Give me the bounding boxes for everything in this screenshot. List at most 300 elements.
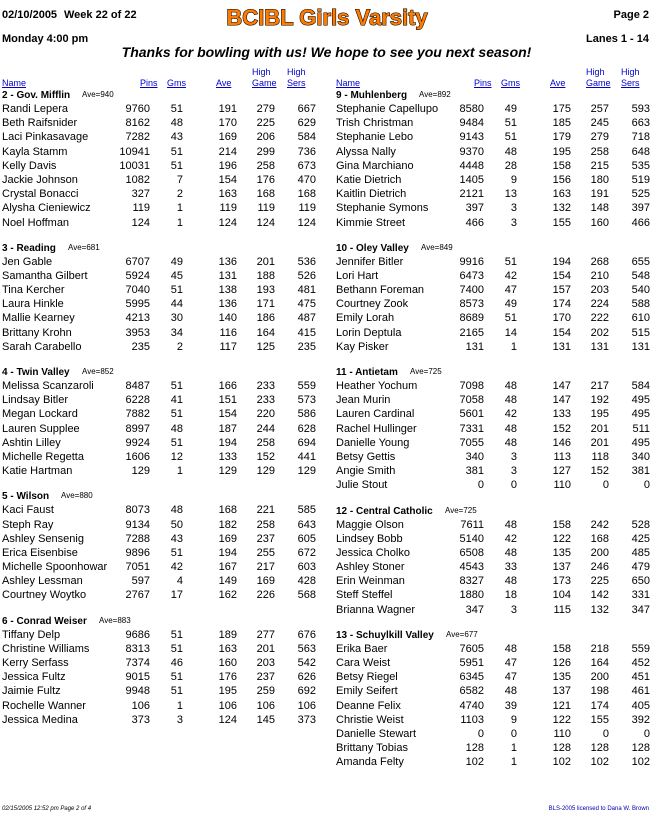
bowler-pins: 397 xyxy=(465,202,484,215)
bowler-games: 3 xyxy=(510,603,517,616)
bowler-row xyxy=(0,327,320,341)
bowler-row xyxy=(334,327,653,341)
bowler-name: Beth Raifsnider xyxy=(2,117,78,130)
team-name xyxy=(0,491,320,504)
bowler-average: 173 xyxy=(552,575,571,588)
bowler-games: 48 xyxy=(504,685,517,698)
bowler-high-game: 225 xyxy=(590,575,609,588)
bowler-average: 129 xyxy=(218,465,237,478)
bowler-name: Noel Hoffman xyxy=(2,216,70,229)
bowler-high-series: 629 xyxy=(297,117,316,130)
bowler-high-series: 495 xyxy=(631,408,650,421)
bowler-games: 1 xyxy=(510,340,517,353)
team-block xyxy=(0,90,320,231)
team-name xyxy=(334,630,653,643)
bowler-high-series: 605 xyxy=(297,532,316,545)
bowler-row xyxy=(334,685,653,699)
bowler-row xyxy=(0,117,320,131)
bowler-games: 30 xyxy=(170,312,183,325)
bowler-row xyxy=(334,174,653,188)
bowler-name: Erica Eisenbise xyxy=(2,546,78,559)
bowler-games: 0 xyxy=(510,727,517,740)
bowler-row xyxy=(334,643,653,657)
bowler-average: 131 xyxy=(218,269,237,282)
bowler-games: 51 xyxy=(170,436,183,449)
bowler-games: 51 xyxy=(170,159,183,172)
bowler-pins: 9015 xyxy=(125,671,150,684)
bowler-name: Kayla Stamm xyxy=(2,145,68,158)
bowler-high-game: 160 xyxy=(590,216,609,229)
bowler-name: Stephanie Lebo xyxy=(336,131,414,144)
bowler-name: Kaci Faust xyxy=(2,504,54,517)
bowler-pins: 381 xyxy=(465,465,484,478)
bowler-high-series: 584 xyxy=(631,380,650,392)
bowler-average: 138 xyxy=(218,284,237,297)
bowler-name: Ashley Lessman xyxy=(2,575,83,588)
bowler-high-game: 164 xyxy=(590,657,609,669)
bowler-high-series: 441 xyxy=(297,450,316,463)
bowler-games: 51 xyxy=(170,145,183,158)
team-average: Ave=725 xyxy=(410,367,442,376)
bowler-pins: 7098 xyxy=(459,380,484,392)
header-week: Week 22 of 22 xyxy=(64,9,137,21)
bowler-high-series: 128 xyxy=(631,742,650,755)
bowler-average: 124 xyxy=(218,713,237,726)
bowler-games: 43 xyxy=(170,532,183,545)
bowler-average: 146 xyxy=(552,436,571,449)
bowler-row xyxy=(334,671,653,685)
bowler-row xyxy=(0,394,320,408)
bowler-name: Mallie Kearney xyxy=(2,312,75,325)
bowler-row xyxy=(0,256,320,270)
bowler-high-series: 392 xyxy=(631,713,650,726)
bowler-name: Lauren Cardinal xyxy=(336,408,415,421)
bowler-high-series: 692 xyxy=(297,685,316,698)
bowler-row xyxy=(334,270,653,284)
bowler-name: Jessica Fultz xyxy=(2,671,66,684)
col-gms-header: Gms xyxy=(501,78,520,88)
bowler-pins: 7282 xyxy=(125,131,150,144)
bowler-name: Heather Yochum xyxy=(336,380,418,392)
bowler-high-game: 169 xyxy=(256,575,275,588)
bowler-average: 133 xyxy=(218,450,237,463)
bowler-high-game: 242 xyxy=(590,518,609,531)
bowler-name: Trish Christman xyxy=(336,117,414,130)
column-headers xyxy=(0,66,320,88)
bowler-high-game: 142 xyxy=(590,589,609,602)
bowler-row xyxy=(334,202,653,216)
bowler-high-game: 215 xyxy=(590,159,609,172)
bowler-pins: 5601 xyxy=(459,408,484,421)
bowler-high-game: 202 xyxy=(590,326,609,339)
bowler-games: 45 xyxy=(170,269,183,282)
bowler-high-series: 676 xyxy=(297,628,316,641)
bowler-average: 179 xyxy=(552,131,571,144)
bowler-row xyxy=(334,146,653,160)
bowler-row xyxy=(334,728,653,742)
bowler-high-game: 203 xyxy=(590,284,609,297)
bowler-average: 110 xyxy=(553,479,571,492)
bowler-pins: 9760 xyxy=(125,103,150,115)
bowler-average: 128 xyxy=(552,742,571,755)
bowler-row xyxy=(0,643,320,657)
bowler-average: 194 xyxy=(552,255,571,268)
bowler-high-game: 118 xyxy=(591,450,609,463)
bowler-row xyxy=(334,700,653,714)
bowler-pins: 9896 xyxy=(125,546,150,559)
col-highgame-header2: Game xyxy=(586,78,611,88)
bowler-average: 116 xyxy=(219,326,237,339)
bowler-games: 12 xyxy=(170,450,183,463)
bowler-name: Ashley Stoner xyxy=(336,561,405,574)
bowler-average: 122 xyxy=(552,532,571,545)
bowler-games: 1 xyxy=(510,742,517,755)
bowler-pins: 6345 xyxy=(459,671,484,684)
bowler-name: Steph Ray xyxy=(2,518,54,531)
bowler-high-series: 511 xyxy=(632,422,650,435)
bowler-name: Tina Kercher xyxy=(2,284,65,297)
bowler-row xyxy=(0,188,320,202)
bowler-pins: 373 xyxy=(131,713,150,726)
col-ave-header: Ave xyxy=(216,78,232,88)
team-title: 2 - Gov. Mifflin xyxy=(2,90,71,101)
bowler-row xyxy=(0,270,320,284)
bowler-pins: 124 xyxy=(131,216,150,229)
bowler-name: Betsy Gettis xyxy=(336,450,396,463)
team-gap xyxy=(0,231,320,241)
team-block xyxy=(0,243,320,355)
bowler-high-series: 588 xyxy=(631,298,650,311)
bowler-pins: 597 xyxy=(131,575,150,588)
team-average: Ave=677 xyxy=(446,629,478,639)
bowler-high-game: 217 xyxy=(256,561,275,574)
bowler-high-series: 663 xyxy=(631,117,650,130)
bowler-pins: 102 xyxy=(465,756,484,769)
bowler-high-series: 626 xyxy=(297,671,316,684)
bowler-high-game: 193 xyxy=(256,284,275,297)
team-gap xyxy=(334,494,653,504)
bowler-high-game: 221 xyxy=(256,504,275,517)
bowler-name: Rachel Hullinger xyxy=(336,422,417,435)
bowler-average: 119 xyxy=(219,202,237,215)
bowler-high-game: 125 xyxy=(256,340,275,353)
bowler-name: Kay Pisker xyxy=(336,340,389,353)
bowler-row xyxy=(334,533,653,547)
team-gap xyxy=(0,479,320,489)
bowler-games: 51 xyxy=(504,117,517,130)
bowler-high-game: 124 xyxy=(256,216,275,229)
bowler-row xyxy=(334,561,653,575)
bowler-high-game: 258 xyxy=(590,145,609,158)
bowler-high-series: 628 xyxy=(297,422,316,435)
bowler-high-series: 610 xyxy=(631,312,650,325)
bowler-name: Lindsay Bitler xyxy=(2,394,69,407)
bowler-name: Jackie Johnson xyxy=(2,173,78,186)
bowler-average: 176 xyxy=(218,671,237,684)
bowler-high-series: 667 xyxy=(297,103,316,115)
bowler-high-series: 485 xyxy=(631,546,650,559)
bowler-high-series: 736 xyxy=(297,145,316,158)
bowler-high-game: 218 xyxy=(590,642,609,655)
team-average: Ave=892 xyxy=(419,90,451,99)
bowler-row xyxy=(334,465,653,479)
bowler-average: 127 xyxy=(552,465,571,478)
team-title: 6 - Conrad Weiser xyxy=(2,615,87,627)
bowler-average: 175 xyxy=(552,103,571,115)
bowler-high-game: 198 xyxy=(590,685,609,698)
bowler-games: 51 xyxy=(170,380,183,392)
bowler-high-series: 0 xyxy=(643,479,650,492)
team-gap xyxy=(334,231,653,241)
bowler-row xyxy=(334,217,653,231)
bowler-row xyxy=(334,604,653,618)
bowler-pins: 7400 xyxy=(459,284,484,297)
bowler-name: Samantha Gilbert xyxy=(2,269,88,282)
bowler-games: 28 xyxy=(504,159,517,172)
bowler-games: 47 xyxy=(504,657,517,669)
bowler-games: 13 xyxy=(504,188,517,201)
bowler-pins: 129 xyxy=(131,465,150,478)
bowler-games: 3 xyxy=(510,465,517,478)
bowler-games: 1 xyxy=(176,699,183,712)
bowler-name: Julie Stout xyxy=(336,479,388,492)
team-title: 11 - Antietam xyxy=(336,367,398,378)
team-title: 9 - Muhlenberg xyxy=(336,90,408,101)
bowler-games: 48 xyxy=(504,394,517,407)
bowler-pins: 9686 xyxy=(125,628,150,641)
bowler-average: 158 xyxy=(552,642,571,655)
bowler-high-game: 188 xyxy=(256,269,275,282)
bowler-average: 124 xyxy=(218,216,237,229)
team-block xyxy=(0,616,320,728)
bowler-high-game: 257 xyxy=(590,103,609,115)
bowler-name: Lindsey Bobb xyxy=(336,532,403,545)
bowler-high-game: 168 xyxy=(256,188,275,201)
bowler-average: 163 xyxy=(218,188,237,201)
bowler-row xyxy=(0,700,320,714)
bowler-high-game: 255 xyxy=(256,546,275,559)
bowler-average: 152 xyxy=(552,422,571,435)
bowler-row xyxy=(334,284,653,298)
footer-print-info: 02/15/2005 12:52 pm Page 2 of 4 xyxy=(2,806,92,812)
bowler-games: 41 xyxy=(170,394,183,407)
bowler-high-series: 102 xyxy=(631,756,650,769)
bowler-average: 147 xyxy=(552,380,571,392)
bowler-high-series: 479 xyxy=(631,561,650,574)
bowler-pins: 3953 xyxy=(125,326,150,339)
bowler-high-series: 573 xyxy=(297,394,316,407)
bowler-pins: 6582 xyxy=(459,685,484,698)
bowler-games: 9 xyxy=(510,173,517,186)
bowler-games: 0 xyxy=(510,479,517,492)
bowler-games: 33 xyxy=(504,561,517,574)
bowler-high-series: 603 xyxy=(297,561,316,574)
bowler-games: 34 xyxy=(170,326,183,339)
bowler-row xyxy=(0,284,320,298)
bowler-name: Courtney Woytko xyxy=(2,589,87,602)
bowler-average: 166 xyxy=(218,380,237,392)
bowler-games: 48 xyxy=(504,518,517,531)
bowler-games: 1 xyxy=(176,202,183,215)
bowler-high-series: 340 xyxy=(631,450,650,463)
team-average: Ave=940 xyxy=(82,90,114,99)
team-block xyxy=(0,367,320,479)
bowler-games: 14 xyxy=(504,326,517,339)
bowler-average: 163 xyxy=(552,188,571,201)
bowler-high-game: 245 xyxy=(590,117,609,130)
bowler-high-game: 279 xyxy=(256,103,275,115)
bowler-name: Bethann Foreman xyxy=(336,284,425,297)
team-title: 10 - Oley Valley xyxy=(336,242,409,254)
bowler-games: 51 xyxy=(170,628,183,641)
bowler-games: 2 xyxy=(176,340,183,353)
right-team-list xyxy=(334,90,653,771)
bowler-games: 47 xyxy=(504,671,517,684)
bowler-row xyxy=(334,714,653,728)
bowler-pins: 7331 xyxy=(459,422,484,435)
bowler-name: Christie Weist xyxy=(336,713,404,726)
bowler-pins: 119 xyxy=(132,202,150,215)
bowler-name: Jen Gable xyxy=(2,255,53,268)
bowler-average: 147 xyxy=(552,394,571,407)
col-highgame-header2: Game xyxy=(252,78,277,88)
bowler-row xyxy=(0,380,320,394)
footer-license: BLS-2005 licensed to Dana W. Brown xyxy=(548,806,649,812)
bowler-pins: 8313 xyxy=(125,642,150,655)
bowler-row xyxy=(334,423,653,437)
bowler-pins: 131 xyxy=(465,340,484,353)
bowler-high-game: 200 xyxy=(590,546,609,559)
bowler-row xyxy=(0,589,320,603)
bowler-games: 51 xyxy=(170,671,183,684)
bowler-name: Cara Weist xyxy=(336,657,391,669)
bowler-pins: 5924 xyxy=(125,269,150,282)
bowler-pins: 8573 xyxy=(459,298,484,311)
bowler-games: 47 xyxy=(504,284,517,297)
bowler-pins: 9948 xyxy=(125,685,150,698)
bowler-pins: 0 xyxy=(477,727,484,740)
bowler-name: Lori Hart xyxy=(336,269,379,282)
bowler-name: Erin Weinman xyxy=(336,575,405,588)
bowler-row xyxy=(334,394,653,408)
bowler-row xyxy=(0,561,320,575)
col-name-header: Name xyxy=(336,78,361,88)
bowler-high-series: 528 xyxy=(631,518,650,531)
bowler-high-game: 220 xyxy=(256,408,275,421)
bowler-pins: 1606 xyxy=(125,450,150,463)
bowler-name: Kerry Serfass xyxy=(2,657,69,669)
bowler-high-series: 481 xyxy=(297,284,316,297)
bowler-pins: 7611 xyxy=(460,518,484,531)
bowler-name: Danielle Stewart xyxy=(336,727,417,740)
team-title: 3 - Reading xyxy=(2,242,56,254)
bowler-average: 162 xyxy=(218,589,237,602)
bowler-pins: 7605 xyxy=(459,642,484,655)
col-highsers-header2: Sers xyxy=(621,78,640,88)
bowler-high-game: 131 xyxy=(590,340,609,353)
bowler-row xyxy=(0,437,320,451)
bowler-high-series: 129 xyxy=(297,465,316,478)
bowler-name: Erika Baer xyxy=(336,642,388,655)
bowler-name: Jaimie Fultz xyxy=(2,685,61,698)
bowler-pins: 7374 xyxy=(125,657,150,669)
bowler-average: 140 xyxy=(218,312,237,325)
bowler-games: 51 xyxy=(170,103,183,115)
bowler-pins: 10941 xyxy=(119,145,150,158)
bowler-pins: 6508 xyxy=(459,546,484,559)
right-column xyxy=(334,66,653,771)
bowler-average: 136 xyxy=(218,298,237,311)
team-block xyxy=(334,630,653,771)
col-gms-header: Gms xyxy=(167,78,186,88)
bowler-high-series: 495 xyxy=(631,436,650,449)
bowler-row xyxy=(0,160,320,174)
bowler-row xyxy=(0,408,320,422)
bowler-name: Ashtin Lilley xyxy=(2,436,61,449)
bowler-high-game: 119 xyxy=(257,202,275,215)
bowler-pins: 8162 xyxy=(125,117,150,130)
bowler-row xyxy=(334,341,653,355)
bowler-name: Melissa Scanzaroli xyxy=(2,380,94,392)
team-gap xyxy=(334,618,653,628)
bowler-high-series: 495 xyxy=(631,394,650,407)
bowler-high-game: 233 xyxy=(256,380,275,392)
bowler-average: 135 xyxy=(552,546,571,559)
bowler-high-game: 224 xyxy=(590,298,609,311)
bowler-high-game: 258 xyxy=(256,159,275,172)
bowler-pins: 5995 xyxy=(125,298,150,311)
team-name xyxy=(334,90,653,103)
bowler-row xyxy=(334,256,653,270)
bowler-row xyxy=(334,451,653,465)
bowler-average: 137 xyxy=(552,685,571,698)
bowler-high-game: 186 xyxy=(256,312,275,325)
bowler-row xyxy=(334,160,653,174)
bowler-row xyxy=(0,714,320,728)
bowler-row xyxy=(334,408,653,422)
bowler-games: 46 xyxy=(170,657,183,669)
bowler-high-game: 195 xyxy=(590,408,609,421)
bowler-name: Maggie Olson xyxy=(336,518,404,531)
column-headers xyxy=(334,66,653,88)
bowler-average: 122 xyxy=(552,713,571,726)
bowler-name: Kelly Davis xyxy=(2,159,57,172)
bowler-row xyxy=(0,131,320,145)
bowler-high-game: 201 xyxy=(590,422,609,435)
bowler-row xyxy=(334,437,653,451)
bowler-pins: 4448 xyxy=(459,159,484,172)
season-message: Thanks for bowling with us! We hope to see you next season! xyxy=(121,44,532,60)
col-ave-header: Ave xyxy=(550,78,566,88)
col-pins-header: Pins xyxy=(140,78,158,88)
bowler-average: 174 xyxy=(552,298,571,311)
bowler-name: Michelle Spoonhowar xyxy=(2,561,108,574)
bowler-high-game: 152 xyxy=(590,465,609,478)
bowler-games: 3 xyxy=(510,216,517,229)
bowler-high-series: 331 xyxy=(631,589,650,602)
bowler-name: Crystal Bonacci xyxy=(2,188,79,201)
bowler-average: 154 xyxy=(552,326,571,339)
bowler-pins: 7058 xyxy=(459,394,484,407)
bowler-high-series: 461 xyxy=(631,685,650,698)
bowler-high-game: 145 xyxy=(256,713,275,726)
bowler-high-game: 192 xyxy=(590,394,609,407)
bowler-games: 51 xyxy=(170,408,183,421)
bowler-row xyxy=(334,547,653,561)
bowler-high-game: 226 xyxy=(256,589,275,602)
bowler-pins: 7051 xyxy=(125,561,150,574)
bowler-high-game: 128 xyxy=(590,742,609,755)
